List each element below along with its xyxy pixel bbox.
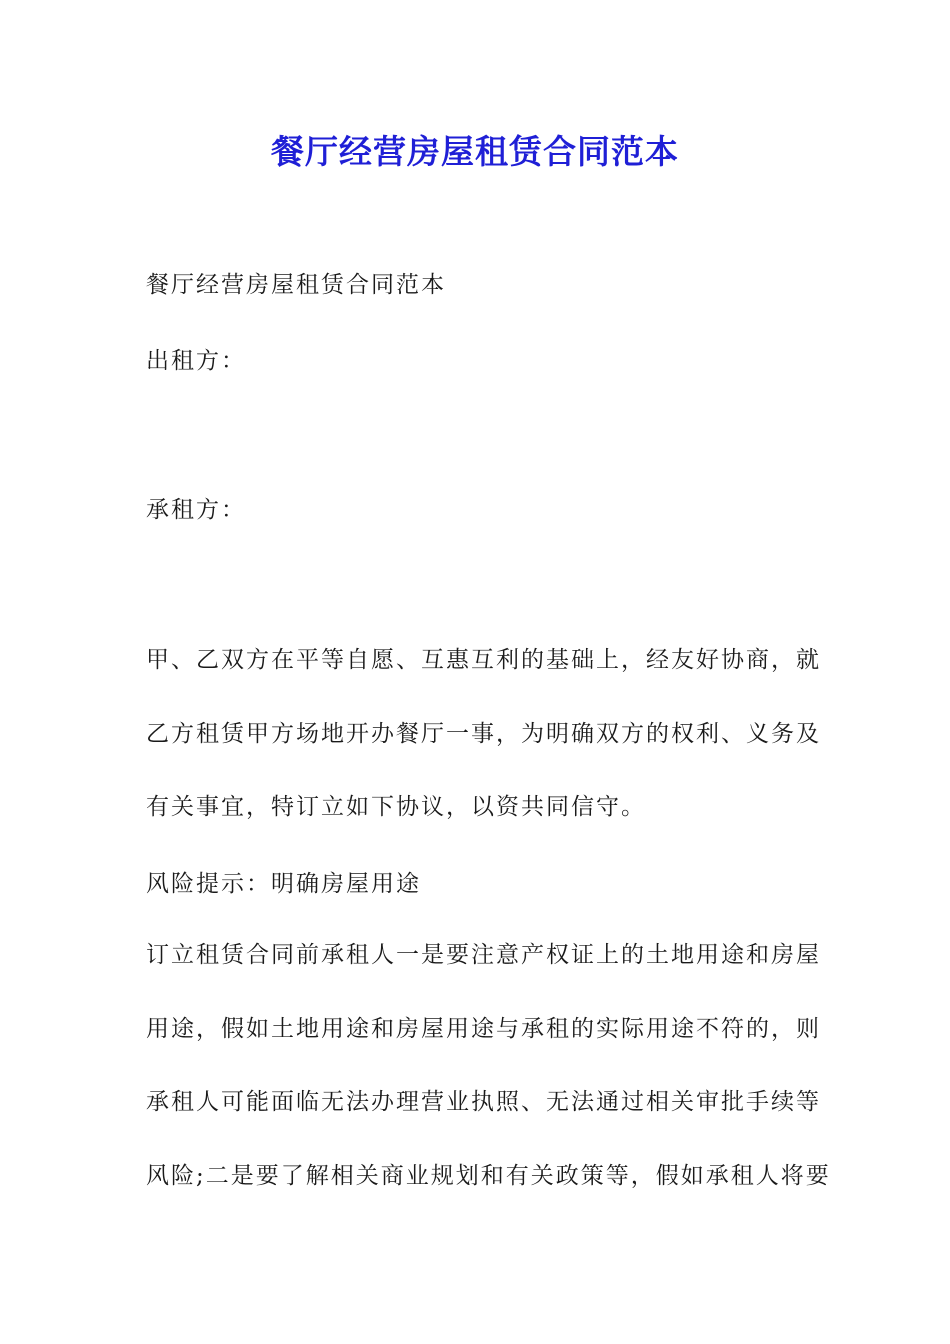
intro-line: 乙方租赁甲方场地开办餐厅一事，为明确双方的权利、义务及 bbox=[146, 720, 821, 747]
lessor-label: 出租方： bbox=[146, 348, 246, 374]
risk-line: 用途，假如土地用途和房屋用途与承租的实际用途不符的，则 bbox=[146, 1015, 821, 1042]
risk-line: 订立租赁合同前承租人一是要注意产权证上的土地用途和房屋 bbox=[146, 942, 821, 968]
document-subtitle: 餐厅经营房屋租赁合同范本 bbox=[146, 272, 446, 298]
risk-line: 承租人可能面临无法办理营业执照、无法通过相关审批手续等 bbox=[146, 1089, 821, 1115]
document-title: 餐厅经营房屋租赁合同范本 bbox=[271, 132, 679, 171]
risk-heading: 风险提示：明确房屋用途 bbox=[146, 871, 421, 897]
intro-paragraph bbox=[146, 624, 821, 845]
intro-line: 甲、乙双方在平等自愿、互惠互利的基础上，经友好协商，就 bbox=[146, 647, 821, 673]
lessee-label: 承租方： bbox=[146, 497, 246, 523]
risk-line: 风险;二是要了解相关商业规划和有关政策等，假如承租人将要 bbox=[146, 1162, 831, 1189]
risk-paragraph bbox=[146, 919, 831, 1213]
intro-line: 有关事宜，特订立如下协议，以资共同信守。 bbox=[146, 794, 646, 820]
